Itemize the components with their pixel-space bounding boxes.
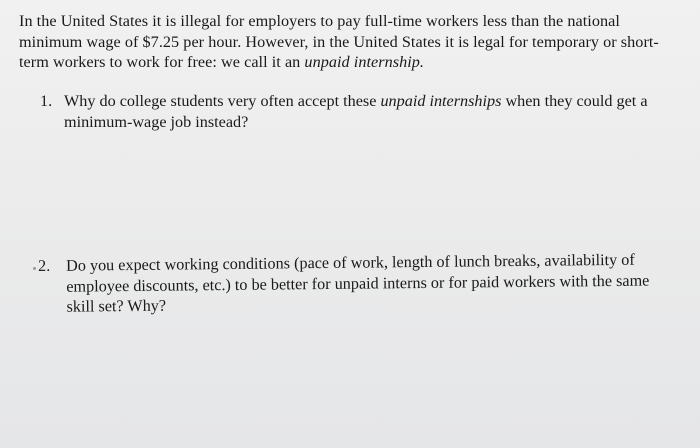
intro-paragraph: [19, 11, 679, 73]
question-1-emphasis: unpaid internships: [380, 92, 502, 110]
question-2-number: 2.: [38, 256, 51, 275]
question-1: [40, 91, 670, 132]
pen-mark: [33, 267, 36, 270]
question-2: [38, 249, 679, 317]
question-1-text-before: Why do college students very often accept these: [64, 92, 381, 110]
question-1-text: [40, 91, 670, 132]
question-2-text: Do you expect working conditions (pace of work, length of lunch breaks, availability of employee discounts, etc.) to be better for unpaid interns or for paid workers with the same skill set? Why?: [66, 250, 650, 316]
question-1-text-after: when they could get a minimum-wage job instead?: [64, 92, 648, 131]
intro-text: In the United States it is illegal for employers to pay full-time workers less than the national minimum wage of $7.25 per hour. However, in the United States it is legal for temporary or short-term workers to work for free: we call it an: [19, 12, 659, 71]
intro-emphasis: unpaid internship.: [304, 53, 425, 71]
question-1-number: 1.: [40, 92, 53, 110]
